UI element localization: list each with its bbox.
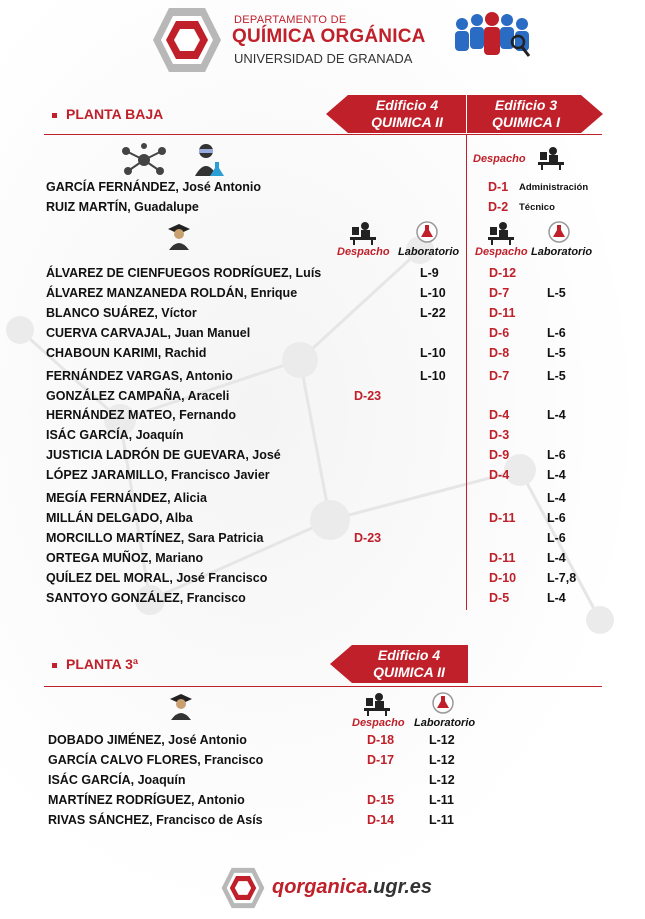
p3-laboratorio-header: Laboratorio — [414, 717, 476, 729]
professor-name: QUÍLEZ DEL MORAL, José Francisco — [46, 571, 268, 585]
e3-despacho-value: D-9 — [489, 448, 510, 462]
hexagon-logo-icon — [220, 866, 266, 910]
professor-name: JUSTICIA LADRÓN DE GUEVARA, José — [46, 448, 281, 462]
e3-despacho-value: D-11 — [489, 306, 516, 320]
desk-worker-icon — [538, 146, 564, 170]
e3-laboratorio-value: L-5 — [547, 286, 566, 300]
e3-laboratorio-value: L-6 — [547, 326, 566, 340]
e3-laboratorio-value: L-4 — [547, 408, 566, 422]
laboratorio-value: L-12 — [429, 733, 455, 747]
professor-name: CUERVA CARVAJAL, Juan Manuel — [46, 326, 251, 340]
e4-despacho-value: D-23 — [354, 531, 382, 545]
graduate-icon — [170, 694, 192, 720]
despacho-value: D-17 — [367, 753, 395, 767]
staff-despacho: D-2 — [488, 200, 509, 214]
scientist-icon — [194, 142, 224, 178]
flask-icon — [416, 221, 438, 243]
e4-laboratorio-value: L-9 — [420, 266, 439, 280]
e3-despacho-value: D-5 — [489, 591, 510, 605]
dept-title: QUÍMICA ORGÁNICA — [232, 26, 426, 47]
professor-name: GONZÁLEZ CAMPAÑA, Araceli — [46, 389, 230, 403]
professor-name: LÓPEZ JARAMILLO, Francisco Javier — [46, 468, 270, 482]
e3-laboratorio-value: L-5 — [547, 369, 566, 383]
staff-role: Técnico — [519, 202, 555, 213]
planta3-edificio4-banner: Edificio 4 QUIMICA II — [373, 647, 445, 680]
network-people-icon — [120, 143, 168, 177]
e3-despacho-value: D-8 — [489, 346, 510, 360]
laboratorio-value: L-12 — [429, 773, 455, 787]
desk-worker-icon — [364, 692, 390, 716]
professor-name: MORCILLO MARTÍNEZ, Sara Patricia — [46, 531, 264, 545]
e3-laboratorio-value: L-6 — [547, 531, 566, 545]
despacho-value: D-15 — [367, 793, 395, 807]
e3-despacho-value: D-4 — [489, 468, 510, 482]
dept-university: UNIVERSIDAD DE GRANADA — [234, 51, 413, 66]
e3-laboratorio-value: L-5 — [547, 346, 566, 360]
planta-baja-rule — [44, 134, 602, 135]
people-group-icon — [452, 10, 532, 60]
laboratorio-value: L-11 — [429, 813, 455, 827]
despacho-value: D-14 — [367, 813, 395, 827]
professor-name: RIVAS SÁNCHEZ, Francisco de Asís — [48, 813, 263, 827]
website-link[interactable]: qorganica.ugr.es — [272, 876, 433, 898]
e4-laboratorio-value: L-10 — [420, 346, 446, 360]
dept-line1: DEPARTAMENTO DE — [234, 14, 347, 26]
planta-3-rule — [44, 686, 602, 687]
e3-laboratorio-value: L-4 — [547, 591, 566, 605]
e4-laboratorio-header: Laboratorio — [398, 246, 460, 258]
professor-name: ÁLVAREZ MANZANEDA ROLDÁN, Enrique — [46, 286, 298, 300]
e3-laboratorio-value: L-6 — [547, 511, 566, 525]
staff-despacho-header: Despacho — [473, 153, 526, 165]
e4-laboratorio-value: L-10 — [420, 286, 446, 300]
e3-despacho-value: D-7 — [489, 286, 510, 300]
staff-despacho: D-1 — [488, 180, 509, 194]
professor-name: MEGÍA FERNÁNDEZ, Alicia — [46, 491, 207, 505]
bullet-icon — [52, 113, 57, 118]
e3-laboratorio-value: L-4 — [547, 468, 566, 482]
e3-laboratorio-value: L-7,8 — [547, 571, 577, 585]
professor-name: BLANCO SUÁREZ, Víctor — [46, 306, 197, 320]
e3-despacho-value: D-7 — [489, 369, 510, 383]
building-divider — [466, 134, 467, 610]
flask-icon — [548, 221, 570, 243]
professor-name: HERNÁNDEZ MATEO, Fernando — [46, 408, 237, 422]
professor-name: ISÁC GARCÍA, Joaquín — [46, 428, 184, 442]
laboratorio-value: L-11 — [429, 793, 455, 807]
e3-laboratorio-header: Laboratorio — [531, 246, 593, 258]
planta-3-title: PLANTA 3ª — [52, 656, 138, 672]
e4-despacho-header: Despacho — [337, 246, 390, 258]
e3-laboratorio-value: L-4 — [547, 551, 566, 565]
professor-name: CHABOUN KARIMI, Rachid — [46, 346, 207, 360]
e3-despacho-value: D-11 — [489, 551, 516, 565]
professor-name: MILLÁN DELGADO, Alba — [46, 511, 193, 525]
edificio4-banner: Edificio 4 QUIMICA II — [371, 97, 443, 130]
professor-name: MARTÍNEZ RODRÍGUEZ, Antonio — [48, 793, 245, 807]
e3-despacho-value: D-12 — [489, 266, 517, 280]
e3-despacho-header: Despacho — [475, 246, 528, 258]
professor-name: GARCÍA CALVO FLORES, Francisco — [48, 753, 264, 767]
professor-name: ISÁC GARCÍA, Joaquín — [48, 773, 186, 787]
e3-despacho-value: D-10 — [489, 571, 517, 585]
laboratorio-value: L-12 — [429, 753, 455, 767]
e3-despacho-value: D-3 — [489, 428, 510, 442]
e4-despacho-value: D-23 — [354, 389, 382, 403]
graduate-icon — [168, 224, 190, 250]
flask-icon — [432, 692, 454, 714]
professor-name: DOBADO JIMÉNEZ, José Antonio — [48, 733, 247, 747]
e4-laboratorio-value: L-22 — [420, 306, 446, 320]
desk-worker-icon — [350, 221, 376, 245]
hexagon-logo-icon — [151, 5, 223, 75]
professor-name: ORTEGA MUÑOZ, Mariano — [46, 551, 204, 565]
professor-name: SANTOYO GONZÁLEZ, Francisco — [46, 591, 246, 605]
staff-role: Administración — [519, 182, 589, 193]
e3-despacho-value: D-4 — [489, 408, 510, 422]
bullet-icon — [52, 663, 57, 668]
staff-name: RUIZ MARTÍN, Guadalupe — [46, 200, 199, 214]
professor-name: ÁLVAREZ DE CIENFUEGOS RODRÍGUEZ, Luís — [46, 266, 322, 280]
e3-laboratorio-value: L-6 — [547, 448, 566, 462]
e4-laboratorio-value: L-10 — [420, 369, 446, 383]
desk-worker-icon — [488, 221, 514, 245]
staff-name: GARCÍA FERNÁNDEZ, José Antonio — [46, 180, 262, 194]
professor-name: FERNÁNDEZ VARGAS, Antonio — [46, 369, 233, 383]
e3-despacho-value: D-6 — [489, 326, 510, 340]
p3-despacho-header: Despacho — [352, 717, 405, 729]
edificio3-banner: Edificio 3 QUIMICA I — [492, 97, 560, 130]
despacho-value: D-18 — [367, 733, 395, 747]
e3-despacho-value: D-11 — [489, 511, 516, 525]
planta-baja-title: PLANTA BAJA — [52, 106, 163, 122]
e3-laboratorio-value: L-4 — [547, 491, 566, 505]
